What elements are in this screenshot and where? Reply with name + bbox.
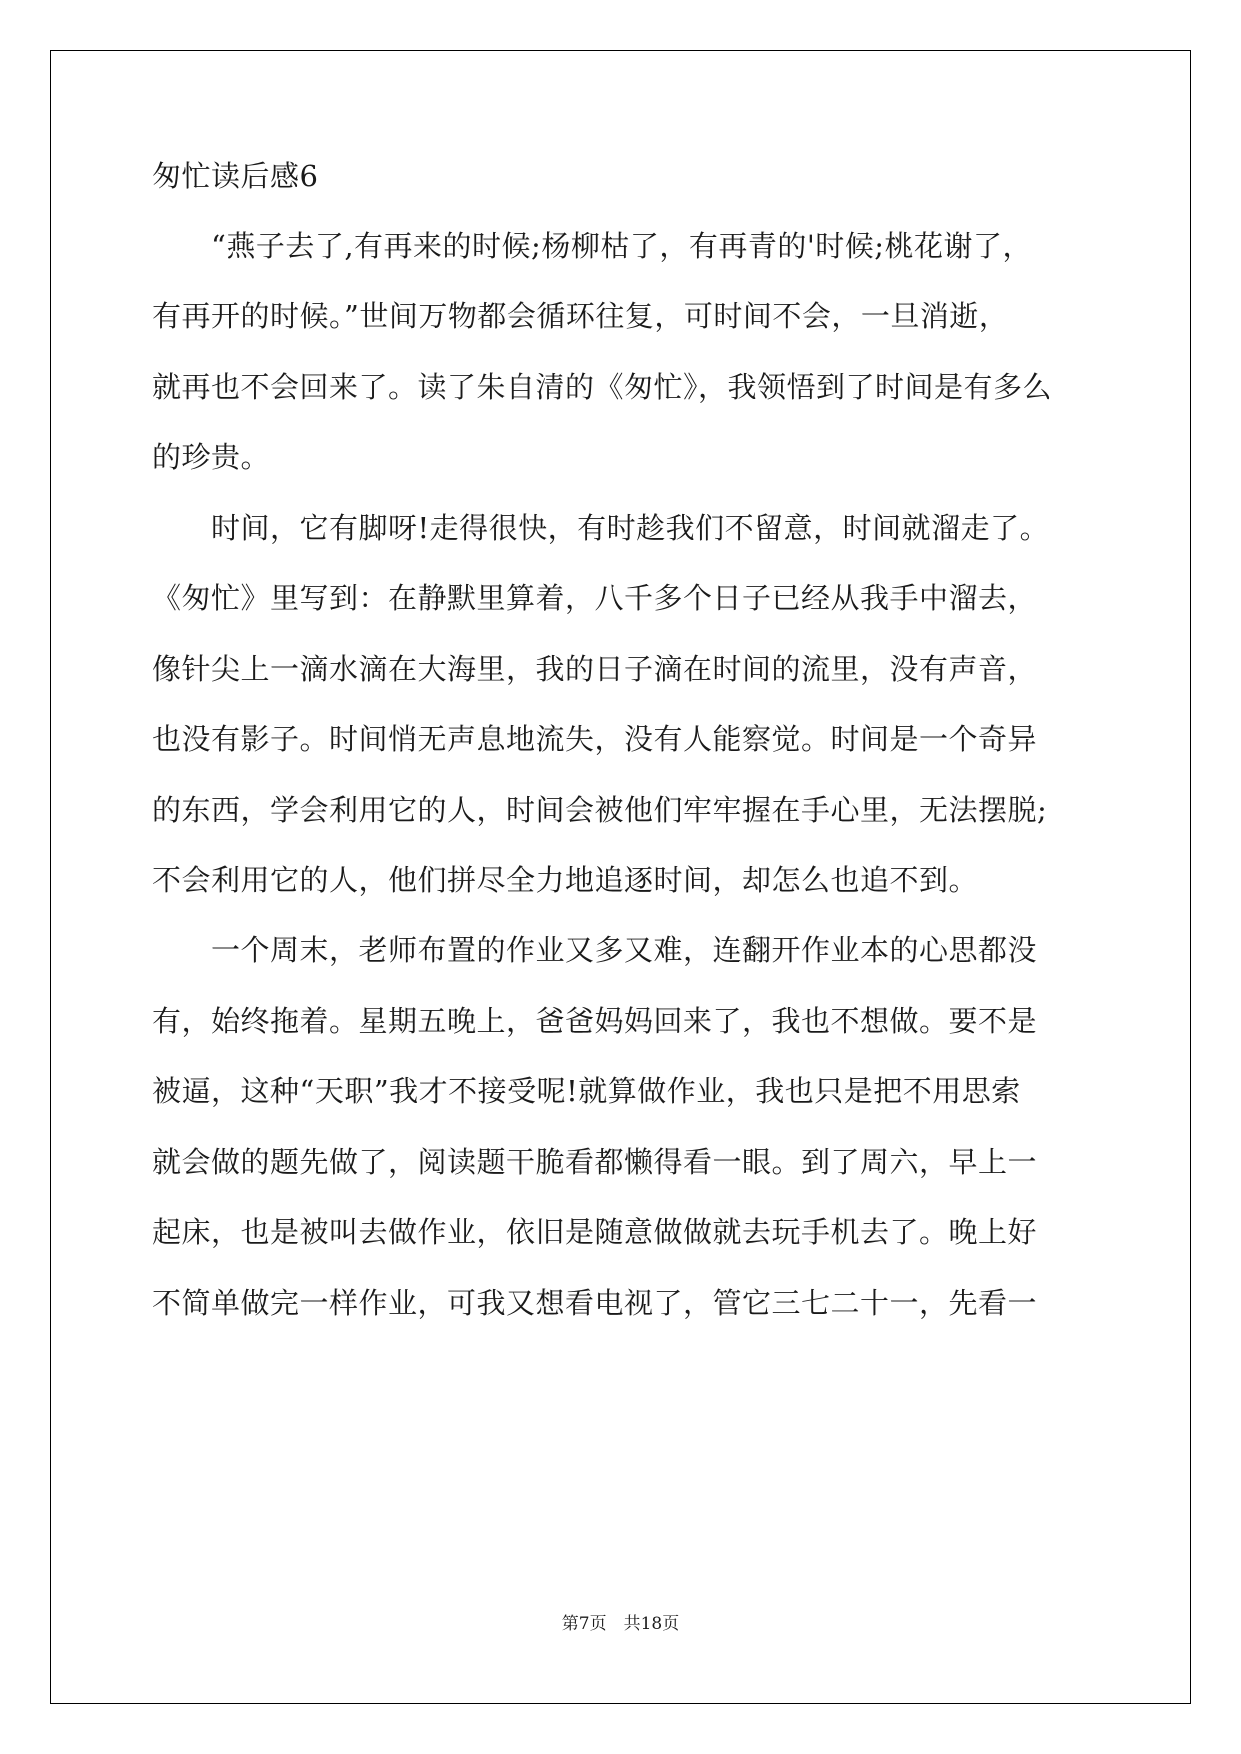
text-line: 就再也不会回来了。读了朱自清的《匆忙》，我领悟到了时间是有多么 — [152, 370, 1053, 404]
text-line: 一个周末，老师布置的作业又多又难，连翻开作业本的心思都没 — [152, 933, 1038, 967]
text-line: 的东西，学会利用它的人，时间会被他们牢牢握在手心里，无法摆脱; — [152, 793, 1048, 827]
page-number-footer: 第7页 共18页 — [561, 1614, 680, 1634]
text-line: 就会做的题先做了，阅读题干脆看都懒得看一眼。到了周六，早上一 — [152, 1145, 1038, 1179]
text-line: 时间，它有脚呀!走得很快，有时趁我们不留意，时间就溜走了。 — [152, 511, 1050, 545]
text-line: 像针尖上一滴水滴在大海里，我的日子滴在时间的流里，没有声音， — [152, 652, 1038, 686]
document-title: 匆忙读后感6 — [152, 159, 319, 193]
text-line: 不会利用它的人，他们拼尽全力地追逐时间，却怎么也追不到。 — [152, 863, 979, 897]
text-line: 有，始终拖着。星期五晚上，爸爸妈妈回来了，我也不想做。要不是 — [152, 1004, 1038, 1038]
text-line: 起床，也是被叫去做作业，依旧是随意做做就去玩手机去了。晚上好 — [152, 1215, 1038, 1249]
text-line: 也没有影子。时间悄无声息地流失，没有人能察觉。时间是一个奇异 — [152, 722, 1038, 756]
text-line: 被逼，这种“天职”我才不接受呢!就算做作业，我也只是把不用思索 — [152, 1074, 1021, 1108]
text-line: “燕子去了,有再来的时候;杨柳枯了，有再青的'时候;桃花谢了， — [152, 229, 1033, 263]
text-line: 的珍贵。 — [152, 440, 271, 474]
text-line: 有再开的时候。”世间万物都会循环往复，可时间不会，一旦消逝， — [152, 299, 1009, 333]
text-line: 《匆忙》里写到：在静默里算着，八千多个日子已经从我手中溜去， — [152, 581, 1038, 615]
text-line: 不简单做完一样作业，可我又想看电视了，管它三七二十一，先看一 — [152, 1286, 1038, 1320]
